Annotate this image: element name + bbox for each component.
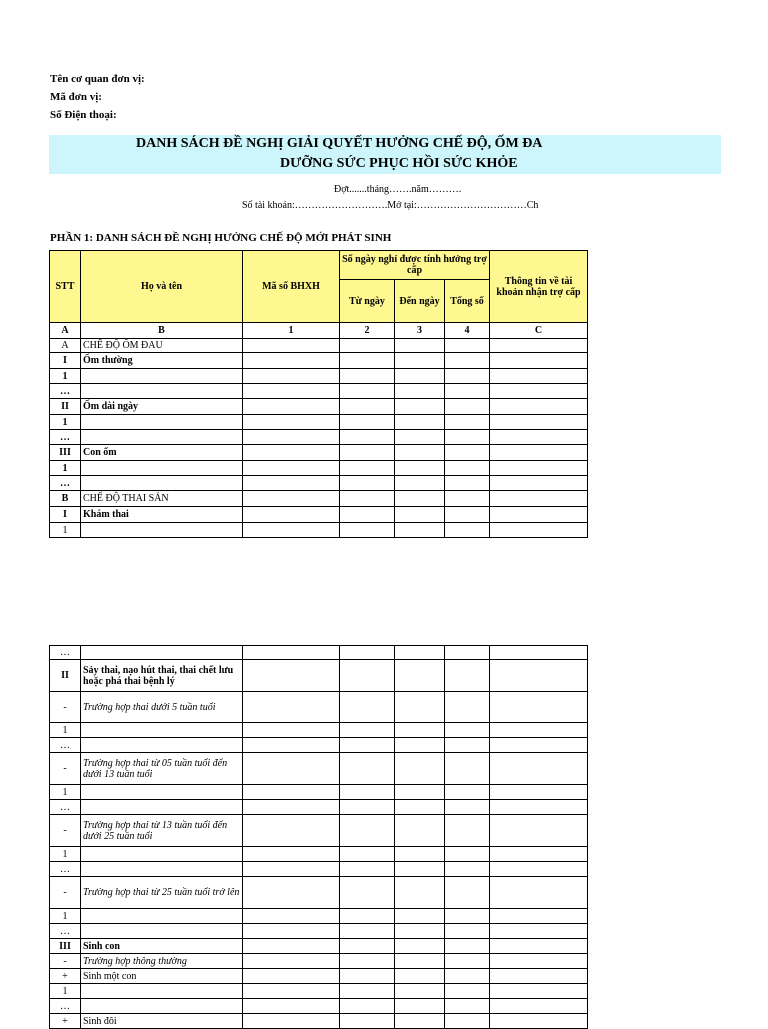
label-cell: Sinh đôi (81, 1014, 243, 1029)
stt-cell: … (50, 999, 81, 1014)
label-cell (81, 430, 243, 445)
label-cell (81, 523, 243, 538)
code-cell: 3 (395, 323, 445, 339)
stt-cell: - (50, 692, 81, 723)
table-row (50, 445, 588, 461)
label-cell (81, 415, 243, 430)
table-row (50, 939, 588, 954)
part1-title: PHẦN 1: DANH SÁCH ĐỀ NGHỊ HƯỞNG CHẾ ĐỘ MỚI PHÁT SINH (50, 232, 392, 244)
stt-cell: 1 (50, 415, 81, 430)
stt-cell: … (50, 430, 81, 445)
label-cell (81, 909, 243, 924)
stt-cell: II (50, 660, 81, 692)
table-row (50, 847, 588, 862)
table-row (50, 476, 588, 491)
code-cell: C (490, 323, 588, 339)
code-cell: 2 (340, 323, 395, 339)
stt-cell: … (50, 738, 81, 753)
stt-cell: … (50, 646, 81, 660)
table-row (50, 353, 588, 369)
label-cell: Sinh con (81, 939, 243, 954)
batch-line: Đợt.......tháng…….năm………. (334, 184, 462, 195)
label-cell: Trường hợp thai từ 05 tuần tuổi đến dưới 13 tuần tuổi (81, 753, 243, 785)
code-cell: B (81, 323, 243, 339)
stt-cell: + (50, 1014, 81, 1029)
unit-code-label: Mã đơn vị: (50, 91, 102, 103)
stt-cell: 1 (50, 723, 81, 738)
document-title-line1: DANH SÁCH ĐỀ NGHỊ GIẢI QUYẾT HƯỞNG CHẾ ĐỘ, ỐM ĐA (136, 136, 543, 151)
label-cell: CHẾ ĐỘ THAI SẢN (81, 491, 243, 507)
label-cell (81, 738, 243, 753)
table-row (50, 369, 588, 384)
table-row (50, 415, 588, 430)
stt-cell: - (50, 877, 81, 909)
table-row (50, 753, 588, 785)
label-cell: Con ốm (81, 445, 243, 461)
label-cell: Trường hợp thai từ 25 tuần tuổi trở lên (81, 877, 243, 909)
table-row (50, 909, 588, 924)
label-cell (81, 369, 243, 384)
stt-cell: … (50, 924, 81, 939)
col-header-account-info: Thông tin về tài khoản nhận trợ cấp (490, 251, 588, 323)
label-cell (81, 384, 243, 399)
table-row (50, 723, 588, 738)
label-cell: Sảy thai, nạo hút thai, thai chết lưu hoặc phá thai bệnh lý (81, 660, 243, 692)
label-cell: Trường hợp thai từ 13 tuần tuổi đến dưới 25 tuần tuổi (81, 815, 243, 847)
stt-cell: 1 (50, 847, 81, 862)
label-cell (81, 723, 243, 738)
table-row (50, 399, 588, 415)
table-row (50, 924, 588, 939)
label-cell (81, 984, 243, 999)
label-cell (81, 461, 243, 476)
stt-cell: III (50, 939, 81, 954)
stt-cell: II (50, 399, 81, 415)
col-header-days-group: Số ngày nghỉ được tính hưởng trợ cấp (340, 251, 490, 280)
label-cell (81, 999, 243, 1014)
table-row (50, 1014, 588, 1029)
table-row (50, 954, 588, 969)
stt-cell: B (50, 491, 81, 507)
table-row (50, 984, 588, 999)
label-cell (81, 800, 243, 815)
col-header-total: Tổng số (445, 280, 490, 323)
table-row (50, 507, 588, 523)
label-cell (81, 862, 243, 877)
label-cell: Trường hợp thai dưới 5 tuần tuổi (81, 692, 243, 723)
stt-cell: III (50, 445, 81, 461)
label-cell (81, 847, 243, 862)
benefit-table-top (49, 250, 588, 538)
stt-cell: … (50, 384, 81, 399)
stt-cell: 1 (50, 523, 81, 538)
stt-cell: + (50, 969, 81, 984)
code-cell: A (50, 323, 81, 339)
table-row (50, 491, 588, 507)
label-cell (81, 476, 243, 491)
label-cell (81, 785, 243, 800)
code-cell: 4 (445, 323, 490, 339)
document-title-line2: DƯỠNG SỨC PHỤC HỒI SỨC KHỎE (280, 156, 518, 171)
table-row (50, 800, 588, 815)
stt-cell: 1 (50, 785, 81, 800)
table-row (50, 785, 588, 800)
label-cell: Ốm thường (81, 353, 243, 369)
table-row (50, 646, 588, 660)
benefit-table-bottom (49, 645, 588, 1029)
table-row (50, 430, 588, 445)
col-header-from: Từ ngày (340, 280, 395, 323)
table-row (50, 660, 588, 692)
stt-cell: - (50, 815, 81, 847)
table-row (50, 523, 588, 538)
stt-cell: 1 (50, 461, 81, 476)
stt-cell: - (50, 954, 81, 969)
stt-cell: 1 (50, 369, 81, 384)
stt-cell: … (50, 476, 81, 491)
col-header-to: Đến ngày (395, 280, 445, 323)
col-header-bhxh: Mã số BHXH (243, 251, 340, 323)
stt-cell: … (50, 800, 81, 815)
col-header-stt: STT (50, 251, 81, 323)
table-row (50, 969, 588, 984)
stt-cell: I (50, 507, 81, 523)
table-row (50, 815, 588, 847)
table-row (50, 384, 588, 399)
label-cell: Ốm dài ngày (81, 399, 243, 415)
label-cell: Khám thai (81, 507, 243, 523)
stt-cell: 1 (50, 984, 81, 999)
stt-cell: … (50, 862, 81, 877)
stt-cell: - (50, 753, 81, 785)
label-cell: CHẾ ĐỘ ỐM ĐAU (81, 339, 243, 353)
table-row (50, 738, 588, 753)
label-cell (81, 924, 243, 939)
table-row (50, 999, 588, 1014)
table-row (50, 461, 588, 476)
code-cell: 1 (243, 323, 340, 339)
account-line: Số tài khoản:……………………….Mở tại:……………………………Ch (242, 200, 539, 211)
stt-cell: A (50, 339, 81, 353)
label-cell: Sinh một con (81, 969, 243, 984)
stt-cell: I (50, 353, 81, 369)
table-row (50, 877, 588, 909)
label-cell (81, 646, 243, 660)
table-row (50, 862, 588, 877)
col-header-name: Họ và tên (81, 251, 243, 323)
table-row (50, 339, 588, 353)
agency-name-label: Tên cơ quan đơn vị: (50, 73, 145, 85)
stt-cell: 1 (50, 909, 81, 924)
table-row (50, 692, 588, 723)
phone-label: Số Điện thoại: (50, 109, 117, 121)
label-cell: Trường hợp thông thường (81, 954, 243, 969)
